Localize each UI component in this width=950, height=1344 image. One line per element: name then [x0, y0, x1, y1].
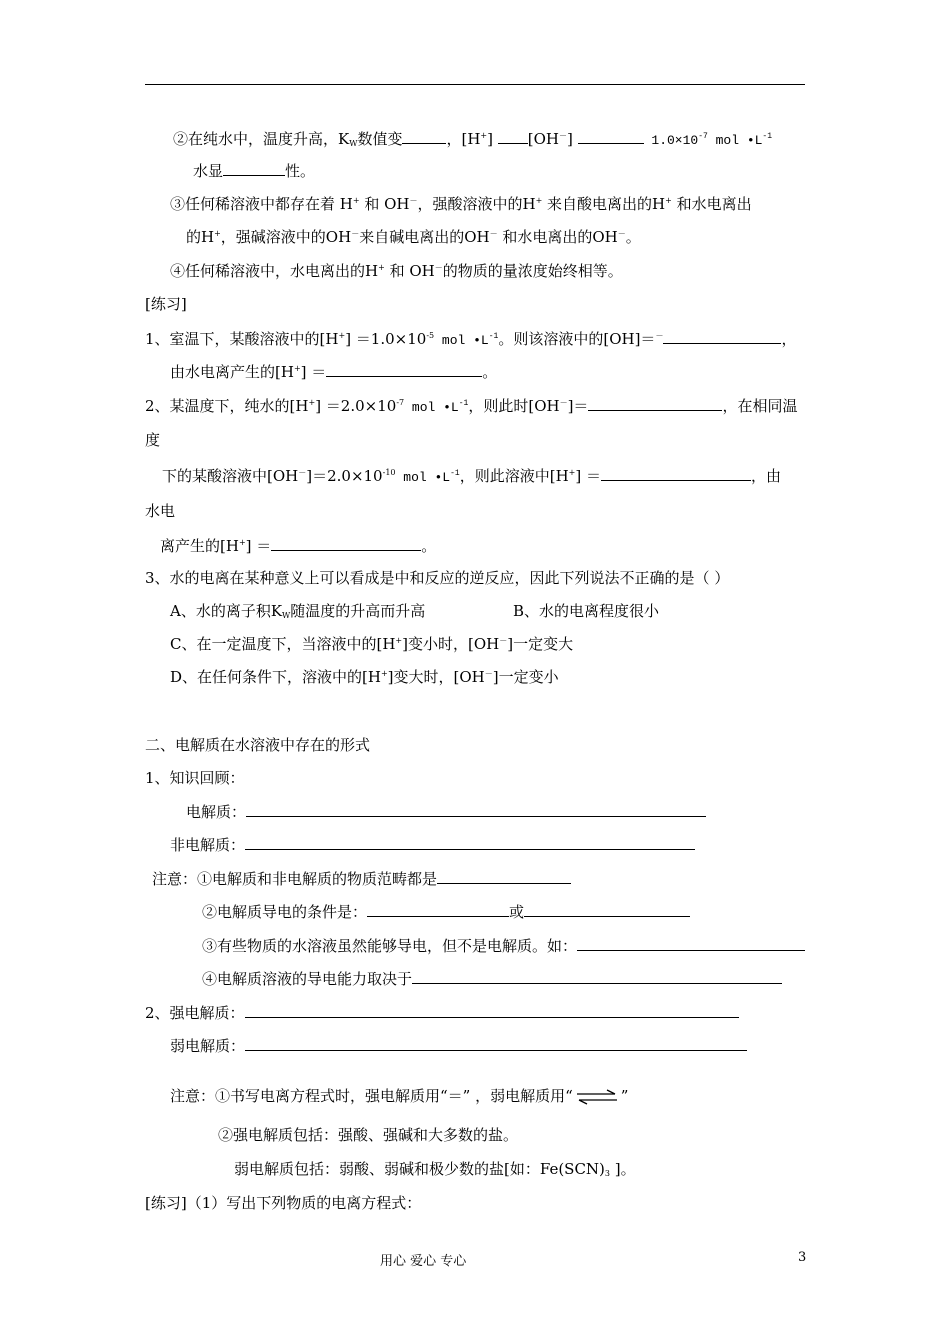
blank[interactable] — [402, 128, 446, 144]
note-2-line: ②在纯水中，温度升高，$K_W$数值变 ，[H+] [OH－] $1.0\times 10^{-7}$ mol $•L^{-1}$ — [173, 130, 773, 148]
blank[interactable] — [367, 901, 509, 917]
blank[interactable] — [245, 1035, 747, 1051]
blank[interactable] — [498, 128, 528, 144]
option-b[interactable]: B、水的电离程度很小 — [513, 602, 660, 620]
weak-electrolyte-list: 弱电解质包括：弱酸、弱碱和极少数的盐[如：$Fe(SCN)_3$ ]。 — [234, 1160, 636, 1178]
attention-2: ②电解质导电的条件是： 或 — [202, 901, 690, 922]
blank[interactable] — [412, 968, 782, 984]
blank[interactable] — [588, 395, 722, 411]
question-2-line3: 下的某酸溶液中$[OH^-]=2.0\times 10^{-10}$ mol $•L^{-1}$，则此溶液中[H+] ＝ ，由 — [162, 467, 781, 485]
weak-electrolyte-def: 弱电解质： — [170, 1035, 747, 1056]
question-2-line2: 度 — [145, 431, 161, 449]
blank[interactable] — [245, 834, 695, 850]
blank[interactable] — [663, 328, 781, 344]
attention-4: ④电解质溶液的导电能力取决于 — [202, 968, 782, 989]
blank[interactable] — [245, 1002, 739, 1018]
note-3-line2: 的H+，强碱溶液中的OH－来自碱电离出的OH－ 和水电离出的OH－。 — [186, 228, 641, 246]
footer-slogan: 用心 爱心 专心 — [380, 1254, 467, 1269]
note-3-line1: ③任何稀溶液中都存在着 H+ 和 OH－，强酸溶液中的H+ 来自酸电离出的H+ 和水电离出 — [170, 195, 752, 213]
question-2-line5: 离产生的[H+] ＝ 。 — [160, 537, 437, 555]
option-a[interactable]: A、水的离子积$K_W$随温度的升高而升高 — [170, 602, 426, 620]
attention-3: ③有些物质的水溶液虽然能够导电，但不是电解质。如： — [202, 935, 805, 956]
strong-electrolyte-def: 2、强电解质： — [145, 1002, 739, 1023]
blank[interactable] — [271, 535, 421, 551]
blank[interactable] — [437, 868, 571, 884]
equilibrium-arrow-icon — [575, 1088, 619, 1106]
water-property-line: 水显 性。 — [193, 162, 316, 180]
question-1-line2: 由水电离产生的[H+] ＝ 。 — [170, 363, 498, 381]
question-1-line1: 1、室温下，某酸溶液中的$[H^+] =1.0\times 10^{-5}$ mol $•L^{-1}$。则该溶液中的[OH]＝－ ， — [145, 330, 797, 348]
blank[interactable] — [246, 801, 706, 817]
question-2-line1: 2、某温度下，纯水的$[H^+] =2.0\times 10^{-7}$ mol $•L^{-1}$，则此时[OH－]＝ ，在相同温 — [145, 397, 798, 415]
attention-1: 注意：①电解质和非电解质的物质范畴都是 — [152, 868, 571, 889]
practice-2-heading: [练习]（1）写出下列物质的电离方程式： — [145, 1194, 422, 1212]
knowledge-review: 1、知识回顾： — [145, 769, 245, 787]
blank[interactable] — [524, 901, 690, 917]
electrolyte-def: 电解质： — [186, 801, 706, 822]
section-2-heading: 二、电解质在水溶液中存在的形式 — [145, 736, 371, 754]
strong-electrolyte-list: ②强电解质包括：强酸、强碱和大多数的盐。 — [218, 1126, 519, 1144]
option-c[interactable]: C、在一定温度下，当溶液中的[H+]变小时，[OH－]一定变大 — [170, 635, 574, 653]
header-rule — [145, 84, 805, 85]
notation-note: 注意：①书写电离方程式时，强电解质用“＝” ，弱电解质用“ ” — [170, 1087, 629, 1105]
question-3: 3、水的电离在某种意义上可以看成是中和反应的逆反应，因此下列说法不正确的是（ ） — [145, 569, 730, 587]
blank[interactable] — [326, 361, 482, 377]
blank[interactable] — [223, 160, 285, 176]
question-2-line4: 水电 — [145, 502, 176, 520]
page-number: 3 — [798, 1250, 807, 1265]
blank[interactable] — [601, 465, 751, 481]
non-electrolyte-def: 非电解质： — [170, 834, 695, 855]
note-4-line: ④任何稀溶液中，水电离出的H+ 和 OH－的物质的量浓度始终相等。 — [170, 262, 623, 280]
blank[interactable] — [577, 935, 805, 951]
blank[interactable] — [578, 128, 644, 144]
practice-heading: [练习] — [145, 295, 187, 313]
option-d[interactable]: D、在任何条件下，溶液中的[H+]变大时，[OH－]一定变小 — [170, 668, 559, 686]
